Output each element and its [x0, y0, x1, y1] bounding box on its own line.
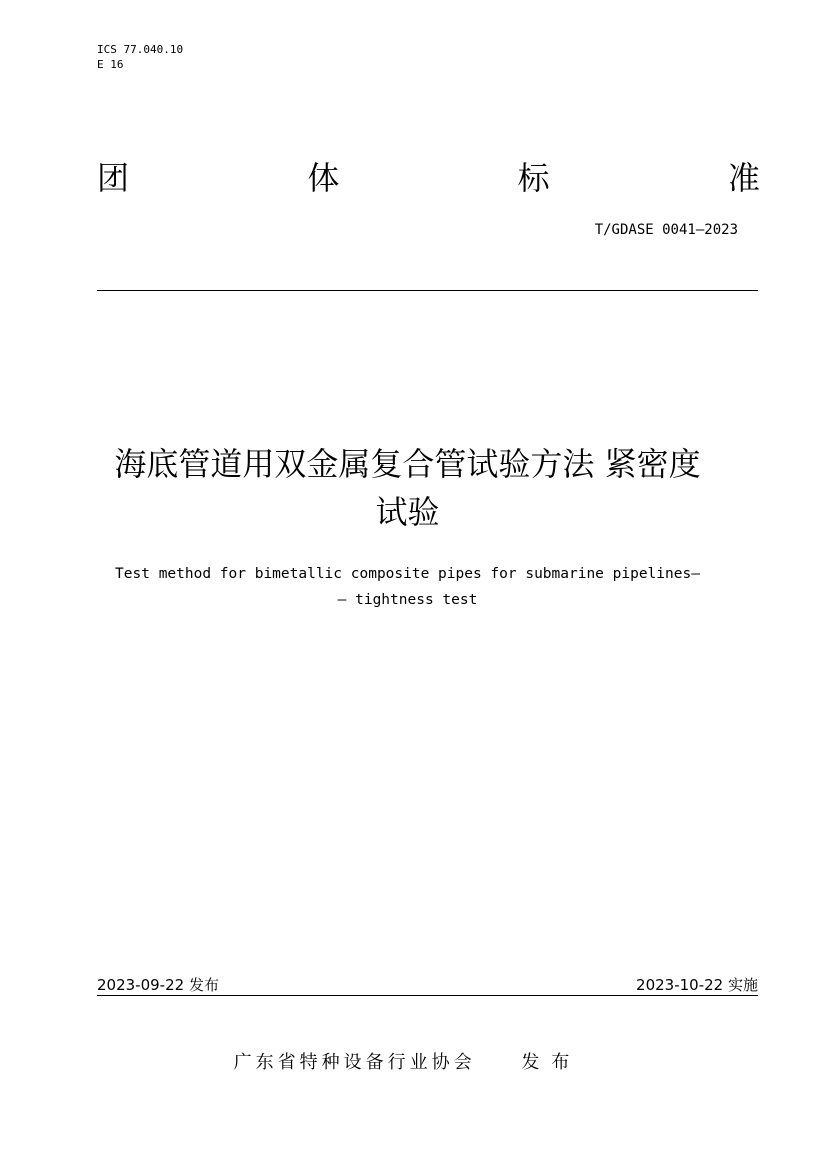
standard-type-title: [97, 158, 760, 198]
standard-type-char-2: 体: [307, 159, 340, 197]
english-title-line-1: Test method for bimetallic composite pipes for submarine pipelines—: [115, 566, 700, 582]
classification-codes: [97, 42, 183, 72]
standard-type-char-1: 团: [97, 159, 130, 197]
issuer: [0, 1048, 815, 1074]
standard-type-char-3: 标: [517, 159, 550, 197]
chinese-title: [40, 440, 775, 536]
bottom-divider: [97, 995, 758, 996]
ccs-code: E 16: [97, 58, 124, 71]
standard-number: T/GDASE 0041—2023: [594, 222, 738, 238]
chinese-title-line-2: 试验: [375, 493, 440, 531]
ics-code: ICS 77.040.10: [97, 43, 184, 56]
release-date: 2023-09-22 发布: [97, 976, 219, 994]
date-row: [97, 974, 758, 995]
standard-type-char-4: 准: [727, 159, 760, 197]
issuer-name: 广东省特种设备行业协会: [233, 1052, 476, 1073]
top-divider: [97, 290, 758, 291]
english-title-line-2: — tightness test: [337, 592, 478, 608]
issuer-action: 发布: [521, 1052, 582, 1073]
chinese-title-line-1: 海底管道用双金属复合管试验方法 紧密度: [114, 445, 701, 483]
english-title: [40, 561, 775, 613]
implementation-date: 2023-10-22 实施: [636, 976, 758, 994]
